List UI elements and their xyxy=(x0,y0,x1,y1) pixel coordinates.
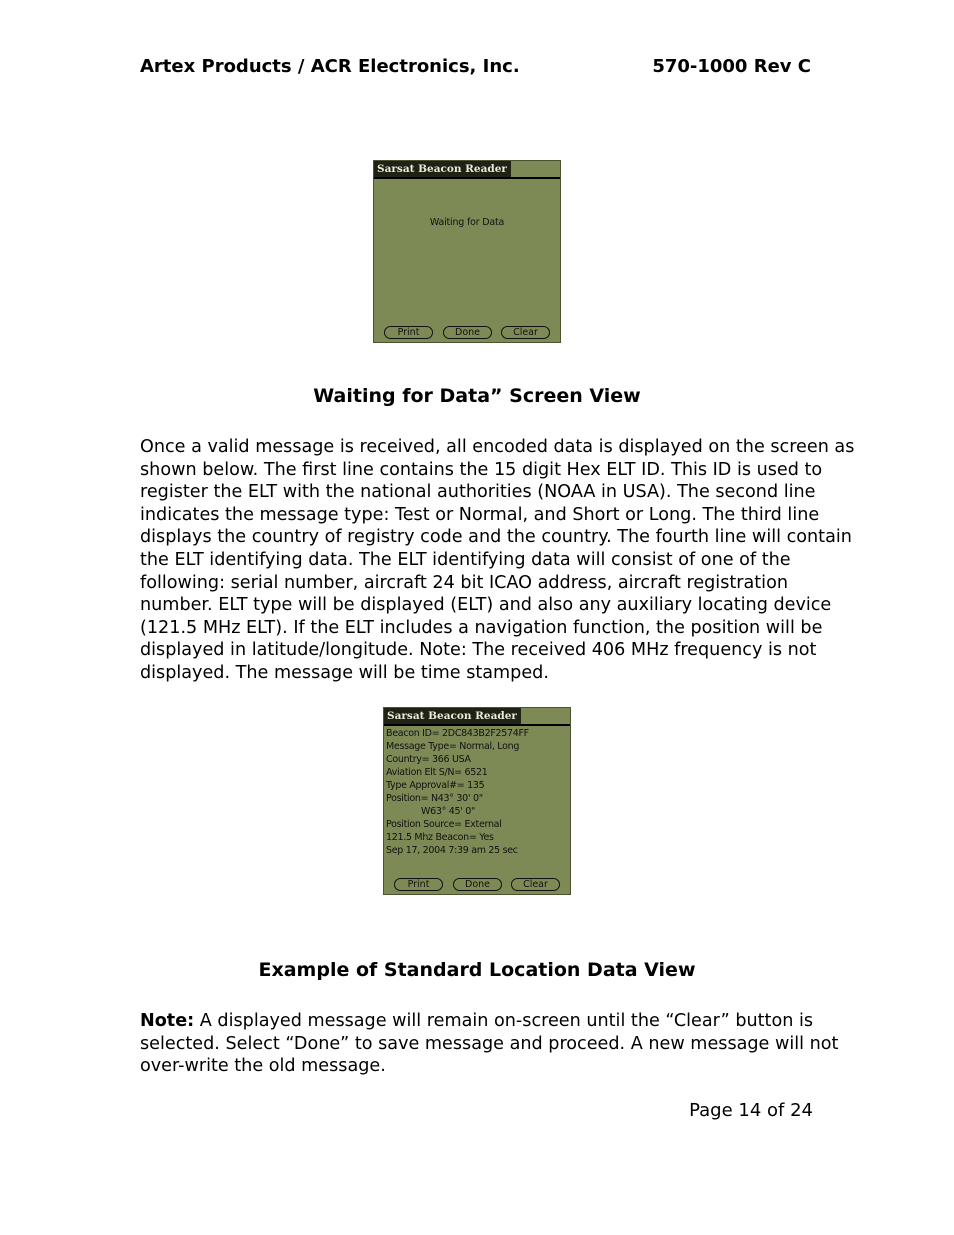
beacon-id-line: Beacon ID= 2DC843B2F2574FF xyxy=(386,728,529,739)
note-label: Note: xyxy=(140,1011,195,1031)
paragraph-line: Once a valid message is received, all encoded data is displayed on the screen as xyxy=(140,437,855,457)
clear-button[interactable]: Clear xyxy=(501,326,550,339)
type-approval-line: Type Approval#= 135 xyxy=(386,780,485,791)
done-button[interactable]: Done xyxy=(453,878,502,891)
screen-title: Sarsat Beacon Reader xyxy=(384,708,521,724)
paragraph-line: displays the country of registry code and the country. The fourth line will contain xyxy=(140,527,852,548)
note-line xyxy=(140,1010,816,1033)
message-type-line: Message Type= Normal, Long xyxy=(386,741,520,752)
print-button[interactable]: Print xyxy=(394,878,443,891)
note-paragraph xyxy=(140,1010,839,1078)
country-line: Country= 366 USA xyxy=(386,754,471,765)
position-source-line: Position Source= External xyxy=(386,819,502,830)
timestamp-line: Sep 17, 2004 7:39 am 25 sec xyxy=(386,845,518,856)
description-paragraph xyxy=(140,436,855,685)
paragraph-line: register the ELT with the national authorities (NOAA in USA). The second line xyxy=(140,482,816,503)
page-number: Page 14 of 24 xyxy=(689,1100,813,1121)
waiting-message: Waiting for Data xyxy=(429,217,505,228)
position-latitude-line: Position= N43° 30' 0" xyxy=(386,793,483,804)
paragraph-line: (121.5 MHz ELT). If the ELT includes a navigation function, the position will be xyxy=(140,617,823,638)
done-button[interactable]: Done xyxy=(443,326,492,339)
note-line: selected. Select “Done” to save message and proceed. A new message will not xyxy=(140,1033,839,1054)
paragraph-line: number. ELT type will be displayed (ELT) and also any auxiliary locating device xyxy=(140,595,832,616)
caption-location-data: Example of Standard Location Data View xyxy=(258,959,696,981)
beacon-data-list xyxy=(386,727,529,857)
serial-number-line: Aviation Elt S/N= 6521 xyxy=(386,767,488,778)
screen-title-bar xyxy=(374,161,560,179)
screen-title: Sarsat Beacon Reader xyxy=(374,161,511,177)
note-text: A displayed message will remain on-screen until the “Clear” button is xyxy=(194,1011,814,1031)
paragraph-line: displayed in latitude/longitude. Note: The received 406 MHz frequency is not xyxy=(140,640,817,661)
document-number: 570-1000 Rev C xyxy=(652,56,811,77)
caption-waiting-screen: Waiting for Data” Screen View xyxy=(313,385,641,407)
screen-title-bar xyxy=(384,708,570,726)
note-line: over-write the old message. xyxy=(140,1056,386,1077)
position-longitude-line: W63° 45' 0" xyxy=(421,806,476,817)
paragraph-line: displayed. The message will be time stamped. xyxy=(140,662,549,683)
document-header-left: Artex Products / ACR Electronics, Inc. xyxy=(140,56,520,77)
print-button[interactable]: Print xyxy=(384,326,433,339)
palm-screen-waiting xyxy=(373,160,561,343)
palm-screen-location-data xyxy=(383,707,571,895)
paragraph-line: shown below. The first line contains the 15 digit Hex ELT ID. This ID is used to xyxy=(140,459,823,480)
paragraph-line: the ELT identifying data. The ELT identifying data will consist of one of the xyxy=(140,549,791,570)
paragraph-line: indicates the message type: Test or Normal, and Short or Long. The third line xyxy=(140,504,820,525)
homing-beacon-line: 121.5 Mhz Beacon= Yes xyxy=(386,832,494,843)
paragraph-line: following: serial number, aircraft 24 bit ICAO address, aircraft registration xyxy=(140,572,788,593)
clear-button[interactable]: Clear xyxy=(511,878,560,891)
